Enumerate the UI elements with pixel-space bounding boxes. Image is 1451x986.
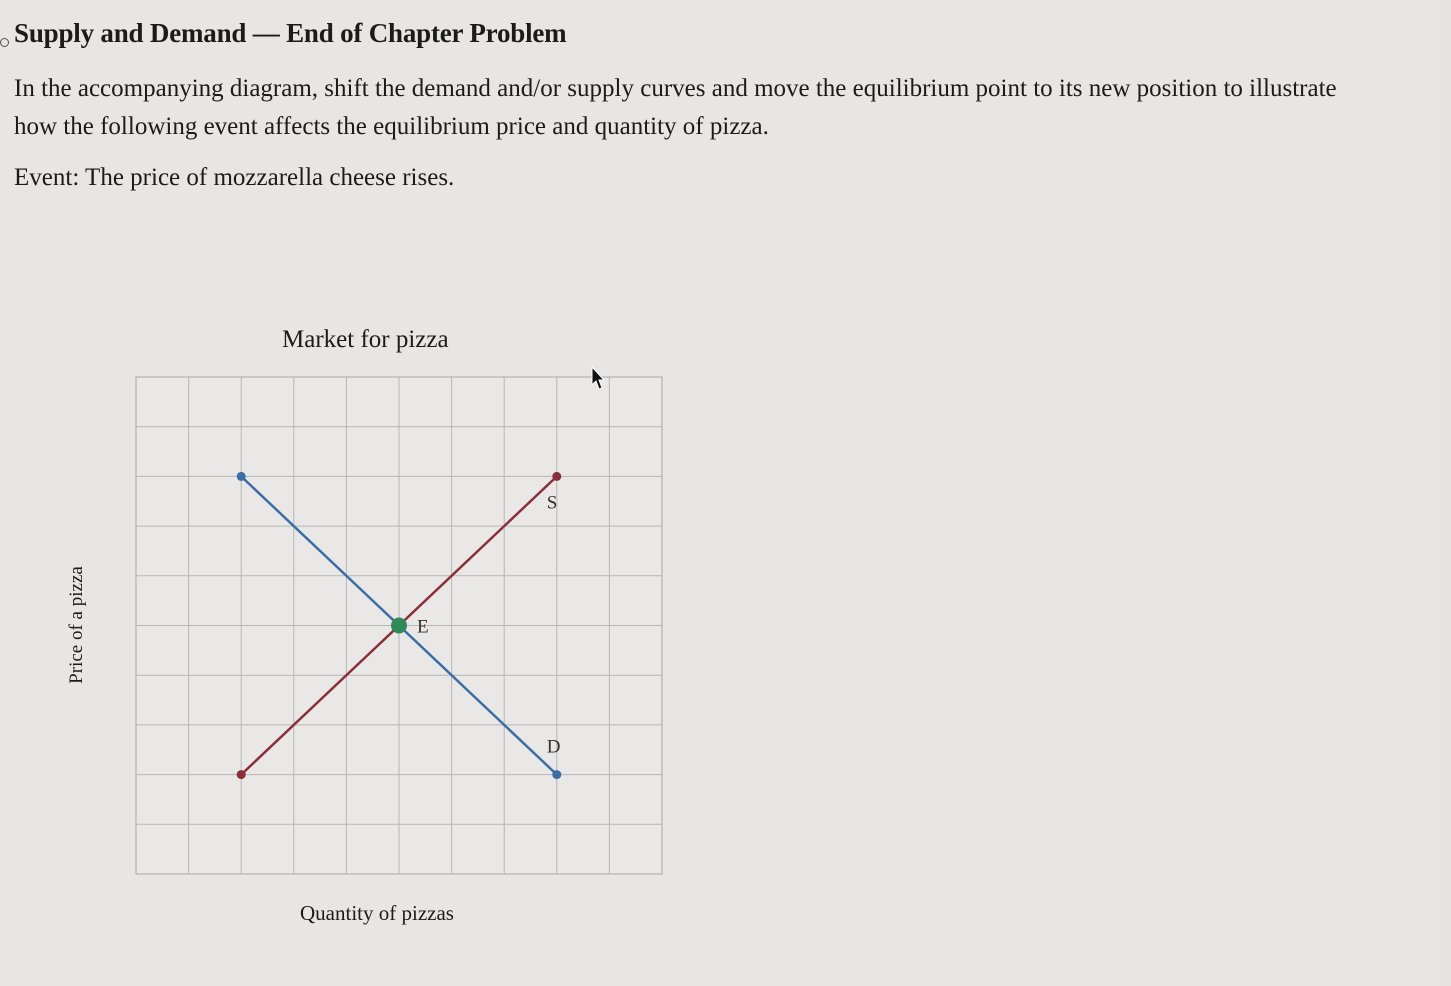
curve-d-label: D	[546, 736, 561, 758]
curve-d-handle-2[interactable]	[552, 770, 561, 779]
curve-s-handle-1[interactable]	[237, 770, 246, 779]
problem-title: Supply and Demand — End of Chapter Problem	[14, 18, 567, 48]
chart-title: Market for pizza	[282, 326, 449, 353]
x-axis-label: Quantity of pizzas	[300, 901, 454, 925]
problem-instructions: In the accompanying diagram, shift the demand and/or supply curves and move the equilibrium point to its new position to illustrate how the following event affects the equilibrium price and quantity of pizza.	[14, 75, 1337, 140]
mouse-pointer-icon	[590, 366, 606, 392]
event-text: Event: The price of mozzarella cheese rises.	[14, 164, 455, 191]
y-axis-label: Price of a pizza	[66, 566, 87, 684]
equilibrium-label: E	[417, 616, 429, 638]
equilibrium-point[interactable]	[391, 618, 407, 634]
curve-d-handle-1[interactable]	[237, 472, 246, 481]
curve-s-handle-2[interactable]	[552, 472, 561, 481]
curve-s-label: S	[546, 492, 558, 514]
